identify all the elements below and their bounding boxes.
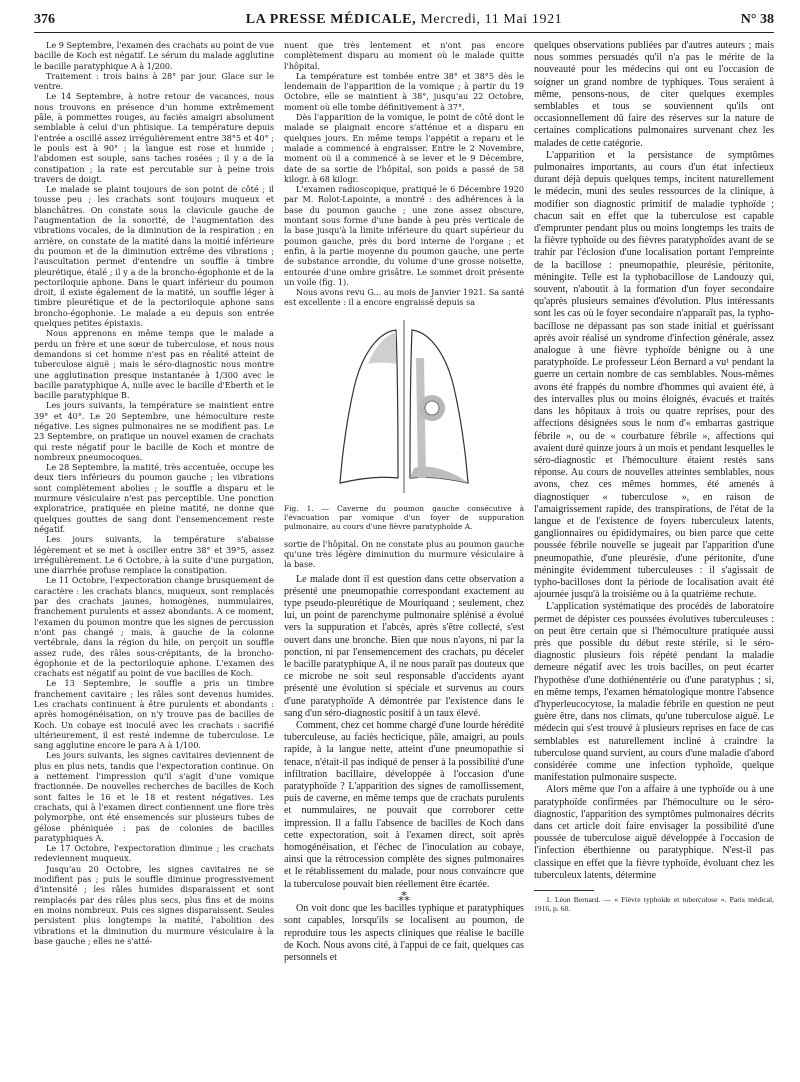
footnote-rule [534,890,594,891]
journal-name: LA PRESSE MÉDICALE, [245,12,417,27]
journal-title [34,12,774,28]
paragraph: Dès l'apparition de la vomique, le point de côté dont le malade se plaignait encore s'atténue et a disparu en quelques jours. En même temps l'appétit a reparu et le malade a commencé à engraisser. Entre le 2 Novembre, moment où il a commencé à se lever et le 9 Décembre, date de sa sortie de l'hôpital, son poids a passé de 58 kilogr. à 68 kilogr. [284,112,524,184]
paragraph: Jusqu'au 20 Octobre, les signes cavitaires ne se modifient pas ; puis le souffle diminue progressivement d'intensité ; les râles humides disparaissent et sont remplacés par des râles plus secs, plus fins et de moins en moins nombreux. Puis ces signes disparaissent. Seules persistent plus longtemps la matité, l'abolition des vibrations et la diminution du murmure vésiculaire à la base gauche ; elles ne s'atté- [34,863,274,946]
header-rule [34,32,774,33]
paragraph: L'application systématique des procédés de laboratoire permet de dépister ces poussées évolutives tuberculeuses : on peut être certain que si l'hémoculture pratiquée aussi près que possible du début reste stérile, si le séro-diagnostic plusieurs fois répété pendant la maladie demeure négatif avec les trois bacilles, on peut écarter l'hypothèse d'une dothiénentérie ou d'une paratyphus ; si, en même temps, l'examen hématologique montre l'absence d'hyperleucocytose, la maladie fébrile en question ne peut guère être, dans nos climats, qu'une tuberculose aiguë. Le médecin qui s'est trouvé à plusieurs reprises en face de cas semblables est naturellement incliné à craindre la tuberculose quand survient, au cours d'une maladie d'abord considérée comme une infection typhoïde, quelque manifestation pulmonaire suspecte. [534,601,774,784]
paragraph: L'apparition et la persistance de symptômes pulmonaires importants, au cours d'un état infectieux durant déjà depuis quelques temps, incitent naturellement le médecin, muni des seules ressources de la clinique, à modifier son diagnostic primitif de maladie typhoïde ; chacun sait en effet que la tuberculose est capable d'emprunter pendant plus ou moins longtemps les traits de la fièvre typhoïde ou des fièvres paratyphoïdes avant de se trahir par l'éclosion d'une localisation portant l'empreinte de la bacillose : pneumopathie, pleurésie, péritonite, méningite. Telle est la typhobacillose de Landouzy qui, souvent, n'aboutit à la formation d'un foyer secondaire qu'après plusieurs semaines d'évolution. Plus intéressants sont les cas où le foyer secondaire n'apparaît pas, la typho-bacillose ne dépassant pas son stade initial et guérissant après avoir réalisé un syndrome d'infection générale, assez analogue à une fièvre typhoïde bénigne ou à une paratyphoïde. Le professeur Léon Bernard a vu¹ pendant la guerre un certain nombre de cas semblables. Nous-mêmes avons été frappés du nombre d'hommes qui avaient été, à des intervalles plus ou moins éloignés, évacués et traités dans les hôpitaux à trois ou quatre reprises, pour des affections désignées sous le nom d'« embarras gastrique fébrile », ou de « courbature fébrile », affections qui avaient duré quinze jours à un mois et pendant lesquelles le séro-diagnostic et l'hémoculture étaient restés sans réponse. Au cours de nouvelles atteintes semblables, nous avons, chez ces mêmes hommes, été amenés à diagnostiquer « tuberculose », en raison de l'amaigrissement rapide, des transpirations, de l'état de la langue et de l'existence de foyers tuberculeux latents, ganglionnaires ou épididymaires, ou bien parce que cette poussée fébrile nouvelle se jugeait par l'apparition d'une pneumopathie, d'une pleurésie, d'une péritonite, d'une méningite évidemment tuberculeuses : il s'agissait de typho-bacilloses dont la période de localisation avait été ajournée jusqu'à la troisième ou à la quatrième rechute. [534,149,774,601]
paragraph: Les jours suivants, la température s'abaisse légèrement et se met à osciller entre 38° et 39°5, assez irrégulièrement. Le 6 Octobre, à la suite d'une purgation, une diarrhée profuse remplace la constipation. [34,534,274,576]
paragraph: Les jours suivants, les signes cavitaires deviennent de plus en plus nets, tandis que l'expectoration continue. On a nettement l'impression qu'il s'agit d'une vomique fractionnée. De nouvelles recherches de bacilles de Koch sont faites le 16 et le 18 et restent négatives. Les crachats, qui à l'examen direct contiennent une flore très polymorphe, ont été ensemencés sur plusieurs tubes de gélose phéniquée : pas de colonies de bacilles paratyphiques A. [34,750,274,843]
paragraph: Le 9 Septembre, l'examen des crachats au point de vue bacille de Koch est négatif. Le sérum du malade agglutine le bacille paratyphique A à 1/200. [34,40,274,71]
paragraph: Nous apprenons en même temps que le malade a perdu un frère et une sœur de tuberculose, et nous nous demandons si cet homme n'est pas en réalité atteint de tuberculose aiguë ; mais le séro-diagnostic nous montre une agglutination presque instantanée à 1/300 avec le bacille paratyphique A, nulle avec le bacille d'Eberth et le bacille paratyphique B. [34,328,274,401]
paragraph: quelques observations publiées par d'autres auteurs ; mais nous sommes persuadés qu'il n'a pas le mérite de la nouveauté pour les médecins qui ont eu l'occasion de soigner un grand nombre de typhiques. Tous seraient à même, pensons-nous, de citer quelques exemples semblables et tous se souviennent qu'ils ont occasionnellement dû faire des réserves sur la nature de certaines complications pulmonaires survenant chez les malades de cette catégorie. [534,40,774,149]
paragraph: L'examen radioscopique, pratiqué le 6 Décembre 1920 par M. Rolot-Lapointe, a montré : des adhérences à la base du poumon gauche ; une zone assez obscure, montant sous forme d'une bande à peu près verticale de la base jusqu'à la limite inférieure du quart supérieur du poumon gauche, près du bord interne de l'organe ; et enfin, à la partie moyenne du poumon gauche, une perte de substance arrondie, du volume d'une grosse noisette, entourée d'une ombre grisâtre. Le sommet droit présente un voile (fig. 1). [284,184,524,287]
paragraph: Les jours suivants, la température se maintient entre 39° et 40°. Le 20 Septembre, une hémoculture reste négative. Les signes pulmonaires ne se modifient pas. Le 23 Septembre, on pratique un nouvel examen de crachats qui reste négatif pour le bacille de Koch et montre de nombreux pneumocoques. [34,400,274,462]
cavity [425,401,439,415]
paragraph: Le malade dont il est question dans cette observation a présenté une pneumopathie correspondant exactement au type pseudo-pleurétique de Mouriquand ; seulement, chez lui, un point de parenchyme pulmonaire splénisé a évolué vers la suppuration et l'abcès, après s'être collecté, s'est ouvert dans une bronche. Bien que nous n'ayons, ni par la ponction, ni par l'ensemencement des crachats, pu déceler le bacille paratyphique A, il ne nous paraît pas douteux que ce microbe ne soit seul responsable d'accidents ayant présenté une évolution si spéciale et survenus au cours d'une paratyphoïde A démontrée par l'existence dans le sang d'un séro-diagnostic positif à un taux élevé. [284,573,524,719]
issue-number: N° 38 [740,12,774,27]
column-2 [284,40,524,964]
paragraph: Le malade se plaint toujours de son point de côté ; il tousse peu ; les crachats sont toujours muqueux et blanchâtres. On constate sous la clavicule gauche de l'augmentation de la sonorité, de l'augmentation des vibrations vocales, de la diminution de la respiration ; en arrière, on constate de la matité dans la moitié inférieure du poumon et de la diminution extrême des vibrations ; l'auscultation permet d'entendre un souffle à timbre pleurétique, étalé ; il y a de la broncho-égophonie et de la pectoriloquie aphone. Dans le quart inférieur du poumon droit, il existe également de la matité, un souffle léger à timbre pleurétique et de la pectoriloquie aphone sans broncho-égophonie. Le malade a eu depuis son entrée quelques petites épistaxis. [34,184,274,329]
paragraph: Alors même que l'on a affaire à une typhoïde ou à une paratyphoïde confirmées par l'hémoculture ou le séro-diagnostic, l'apparition des symptômes pulmonaires décrits dans cet article doit faire envisager la possibilité d'une poussée de tuberculose aiguë développée à l'occasion de l'infection éberthienne ou paratyphique. N'est-il pas classique en effet que la fièvre typhoïde, évoluant chez les tuberculeux latents, détermine [534,784,774,881]
column-1 [34,40,274,946]
running-header [34,12,774,28]
issue-date: Mercredi, 11 Mai 1921 [420,12,563,27]
paragraph: Le 14 Septembre, à notre retour de vacances, nous nous trouvons en présence d'un homme extrêmement pâle, à pommettes rouges, au faciès amaigri absolument semblable à celui d'un phtisique. La température depuis l'entrée a oscillé assez irrégulièrement entre 38°5 et 40° ; le pouls est à 90° ; la langue est rose et humide ; l'abdomen est souple, sans taches rosées ; il y a de la constipation ; la rate est percutable sur à peine trois travers de doigt. [34,91,274,184]
paragraph: nuent que très lentement et n'ont pas encore complètement disparu au moment où le malade quitte l'hôpital. [284,40,524,71]
paragraph: Le 13 Septembre, le souffle a pris un timbre franchement cavitaire ; les râles sont devenus humides. Les crachats continuent à être purulents et abondants : après homogénéisation, on n'y trouve pas de bacilles de Koch. Un cobaye est inoculé avec les crachats : sacrifié ultérieurement, il est resté indemne de tuberculose. Le sang agglutine encore le para A à 1/100. [34,678,274,751]
column-3 [534,40,774,914]
figure-caption: Fig. 1. — Caverne du poumon gauche consécutive à l'évacuation par vomique d'un foyer de suppuration pulmonaire, au cours d'une fièvre paratyphoïde A. [284,503,524,531]
section-separator: ⁂ [398,889,410,904]
footnote: 1. Léon Bernard. — « Fièvre typhoïde et tuberculose ». Paris médical, 1916, p. 68. [534,895,774,914]
paragraph: sortie de l'hôpital. On ne constate plus au poumon gauche qu'une très légère diminution du murmure vésiculaire à la base. [284,538,524,570]
page-number: 376 [34,12,55,27]
paragraph: Nous avons revu G... au mois de Janvier 1921. Sa santé est excellente : il a encore engraissé depuis sa [284,287,524,308]
paragraph: La température est tombée entre 38° et 38°5 dès le lendemain de l'apparition de la vomique ; à partir du 19 Octobre, elle se maintient à 38°, jusqu'au 22 Octobre, moment où elle tombe définitivement à 37°. [284,70,524,112]
paragraph: On voit donc que les bacilles typhique et paratyphiques sont capables, lorsqu'ils se localisent au poumon, de reproduire tous les aspects cliniques que réalise le bacille de Koch. Nous avons cité, à l'appui de ce fait, quelques cas personnels et [284,903,524,963]
paragraph: Le 11 Octobre, l'expectoration change brusquement de caractère : les crachats blancs, muqueux, sont remplacés par des crachats jaunes, homogènes, nummulaires, franchement purulents et assez abondants. A ce moment, l'examen du poumon montre que les signes de percussion n'ont pas changé ; mais, à gauche de la colonne vertébrale, dans la région du hile, on perçoit un souffle assez rude, des râles sous-crépitants, de la broncho-égophonie et de la pectoriloquie aphone. L'examen des crachats est négatif au point de vue bacilles de Koch. [34,575,274,679]
paragraph: Comment, chez cet homme chargé d'une lourde hérédité tuberculeuse, au faciès hecticique, pâle, amaigri, au pouls rapide, à la langue nette, atteint d'une pneumopathie si tenace, n'était-il pas indiqué de penser à la possibilité d'une infiltration bacillaire, développée à l'occasion d'une paratyphoïde ? L'apparition des signes de ramollissement, puis de caverne, en même temps que de crachats purulents et nummulaires, ne pouvait que corroborer cette impression. Il a fallu l'absence de bacilles de Koch dans cette expectoration, soit à l'examen direct, soit après homogénéisation, et l'échec de l'inoculation au cobaye, ainsi que la rétrocession complète des signes pulmonaires et le rétablissement du malade, pour nous convaincre que la tuberculose pouvait bien réellement être écartée. [284,720,524,890]
paragraph: Le 28 Septembre, la matité, très accentuée, occupe les deux tiers inférieurs du poumon gauche ; les vibrations sont complètement abolies ; le souffle a disparu et le murmure vésiculaire n'est pas perceptible. Une ponction exploratrice, pratiquée en pleine matité, ne donne que quelques gouttes de sang dont l'ensemencement reste négatif. [34,462,274,534]
paragraph: Le 17 Octobre, l'expectoration diminue ; les crachats redeviennent muqueux. [34,843,274,864]
lung-radiograph-figure [324,318,484,498]
paragraph: Traitement : trois bains à 28° par jour. Glace sur le ventre. [34,70,274,92]
